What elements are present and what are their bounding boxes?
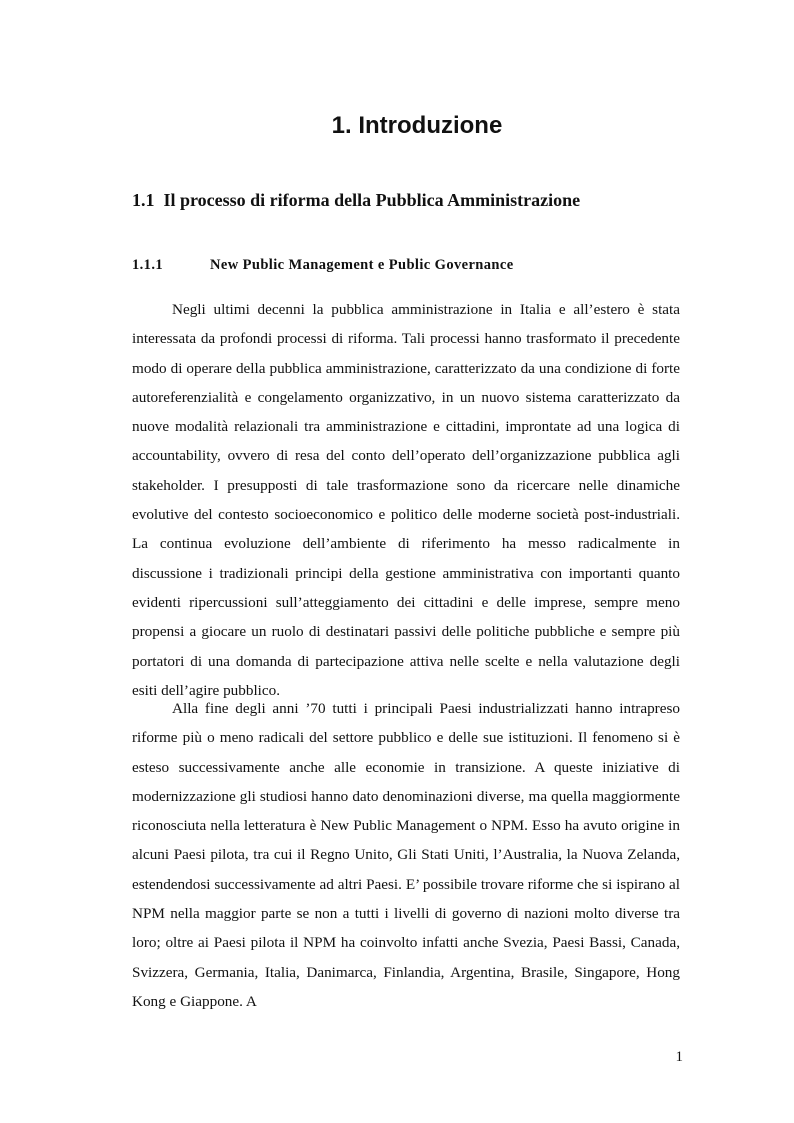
subsection-title: New Public Management e Public Governance xyxy=(210,257,514,273)
body-paragraph-1 xyxy=(132,295,680,705)
subsection-number: 1.1.1 xyxy=(132,257,163,273)
chapter-title: 1. Introduzione xyxy=(331,112,503,139)
section-title: Il processo di riforma della Pubblica Amministrazione xyxy=(163,190,581,210)
body-paragraph-2 xyxy=(132,694,680,1016)
section-heading xyxy=(132,190,580,211)
section-number: 1.1 xyxy=(132,190,155,210)
subsection-heading xyxy=(132,257,514,274)
paragraph-text: Alla fine degli anni ’70 tutti i principali Paesi industrializzati hanno intrapreso riforme più o meno radicali del settore pubblico e delle sue istituzioni. Il fenomeno si è esteso successivamente anche alle economie in transizione. A queste iniziative di modernizzazione gli studiosi hanno dato denominazioni diverse, ma quella maggiormente riconosciuta nella letteratura è New Public Management o NPM. Esso ha avuto origine in alcuni Paesi pilota, tra cui il Regno Unito, Gli Stati Uniti, l’Australia, la Nuova Zelanda, estendendosi successivamente ad altri Paesi. E’ possibile trovare riforme che si ispirano al NPM nella maggior parte se non a tutti i livelli di governo di nazioni molto diverse tra loro; oltre ai Paesi pilota il NPM ha coinvolto infatti anche Svezia, Paesi Bassi, Canada, Svizzera, Germania, Italia, Danimarca, Finlandia, Argentina, Brasile, Singapore, Hong Kong e Giappone. A xyxy=(132,700,680,1010)
page-number: 1 xyxy=(675,1049,683,1065)
paragraph-text: Negli ultimi decenni la pubblica amministrazione in Italia e all’estero è stata interessata da profondi processi di riforma. Tali processi hanno trasformato il precedente modo di operare della pubblica amministrazione, caratterizzato da una condizione di forte autoreferenzialità e congelamento organizzativo, in un nuovo sistema caratterizzato da nuove modalità relazionali tra amministrazione e cittadini, improntate ad una logica di accountability, ovvero di resa del conto dell’operato dell’organizzazione pubblica agli stakeholder. I presupposti di tale trasformazione sono da ricercare nelle dinamiche evolutive del contesto socioeconomico e politico delle moderne società post-industriali. La continua evoluzione dell’ambiente di riferimento ha messo radicalmente in discussione i tradizionali principi della gestione amministrativa con importanti quanto evidenti ripercussioni sull’atteggiamento dei cittadini e delle imprese, sempre meno propensi a giocare un ruolo di destinatari passivi delle politiche pubbliche e sempre più portatori di una domanda di partecipazione attiva nelle scelte e nella valutazione degli esiti dell’agire pubblico. xyxy=(132,301,680,699)
